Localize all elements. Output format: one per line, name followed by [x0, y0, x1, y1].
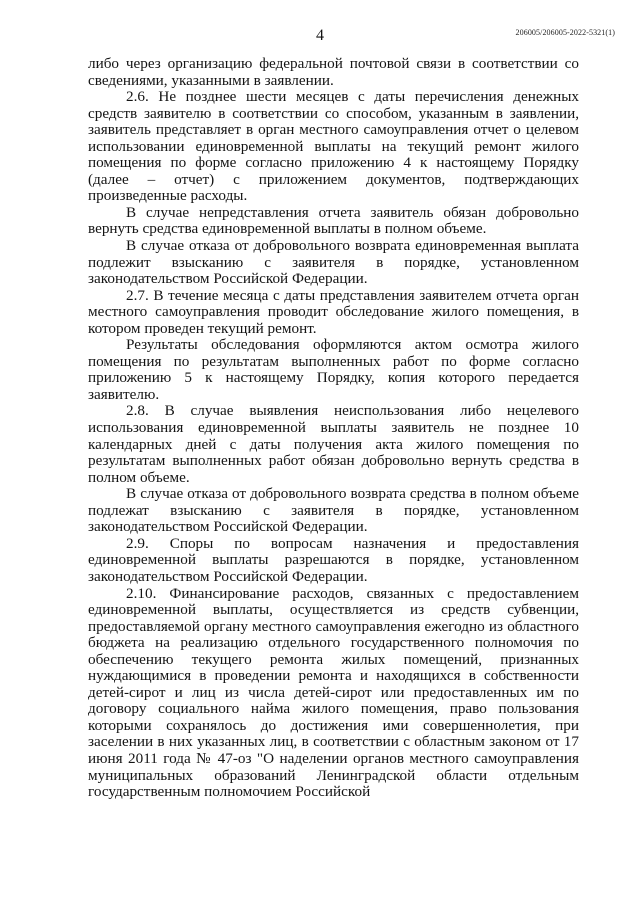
document-body: [88, 56, 579, 801]
paragraph-continuation: либо через организацию федеральной почтовой связи в соответствии со сведениями, указанными в заявлении.: [88, 55, 579, 89]
paragraph-report-not-submitted: В случае непредставления отчета заявитель обязан добровольно вернуть средства единовременной выплаты в полном объеме.: [88, 203, 579, 238]
paragraph-2-9: 2.9. Споры по вопросам назначения и предоставления единовременной выплаты разрешаются в порядке, установленном законодательством Российской Федерации.: [88, 534, 579, 585]
paragraph-refusal-refund: В случае отказа от добровольного возврата единовременная выплата подлежит взысканию с заявителя в порядке, установленном законодательством Российской Федерации.: [88, 237, 579, 288]
paragraph-2-10: 2.10. Финансирование расходов, связанных с предоставлением единовременной выплаты, осуществляется из средств субвенции, предоставляемой органу местного самоуправления ежегодно из областного бюджета на реализацию отдельного государственного полномочия по обеспечению текущего ремонта жилых помещений, признанных нуждающимися в проведении ремонта и находящихся в собственности детей-сирот и лиц из числа детей-сирот или предоставленных им по договору социального найма жилого помещения, право пользования которыми сохранялось до достижения ими совершеннолетия, при заселении в них указанных лиц, в соответствии с областным законом от 17 июня 2011 года № 47-оз "О наделении органов местного самоуправления муниципальных образований Ленинградской области отдельным государственным полномочием Российской: [88, 584, 579, 801]
document-id: 206005/206005-2022-5321(1): [515, 28, 615, 37]
paragraph-refusal-recovery: В случае отказа от добровольного возврата средства в полном объеме подлежат взысканию с заявителя в порядке, установленном законодательством Российской Федерации.: [88, 485, 579, 536]
page-number: 4: [316, 27, 324, 44]
paragraph-2-6: 2.6. Не позднее шести месяцев с даты перечисления денежных средств заявителю в соответствии со способом, указанным в заявлении, заявитель представляет в орган местного самоуправления отчет о целевом использовании единовременной выплаты на текущий ремонт жилого помещения по форме согласно приложению 4 к настоящему Порядку (далее – отчет) с приложением документов, подтверждающих произведенные расходы.: [88, 88, 579, 205]
paragraph-inspection-results: Результаты обследования оформляются актом осмотра жилого помещения по результатам выполненных работ по форме согласно приложению 5 к настоящему Порядку, копия которого передается заявителю.: [88, 336, 579, 403]
paragraph-2-8: 2.8. В случае выявления неиспользования либо нецелевого использования единовременной выплаты заявитель не позднее 10 календарных дней с даты получения акта жилого помещения по результатам выполненных работ обязан добровольно вернуть средства в полном объеме.: [88, 402, 579, 486]
paragraph-2-7: 2.7. В течение месяца с даты представления заявителем отчета орган местного самоуправления проводит обследование жилого помещения, в котором проведен текущий ремонт.: [88, 286, 579, 337]
